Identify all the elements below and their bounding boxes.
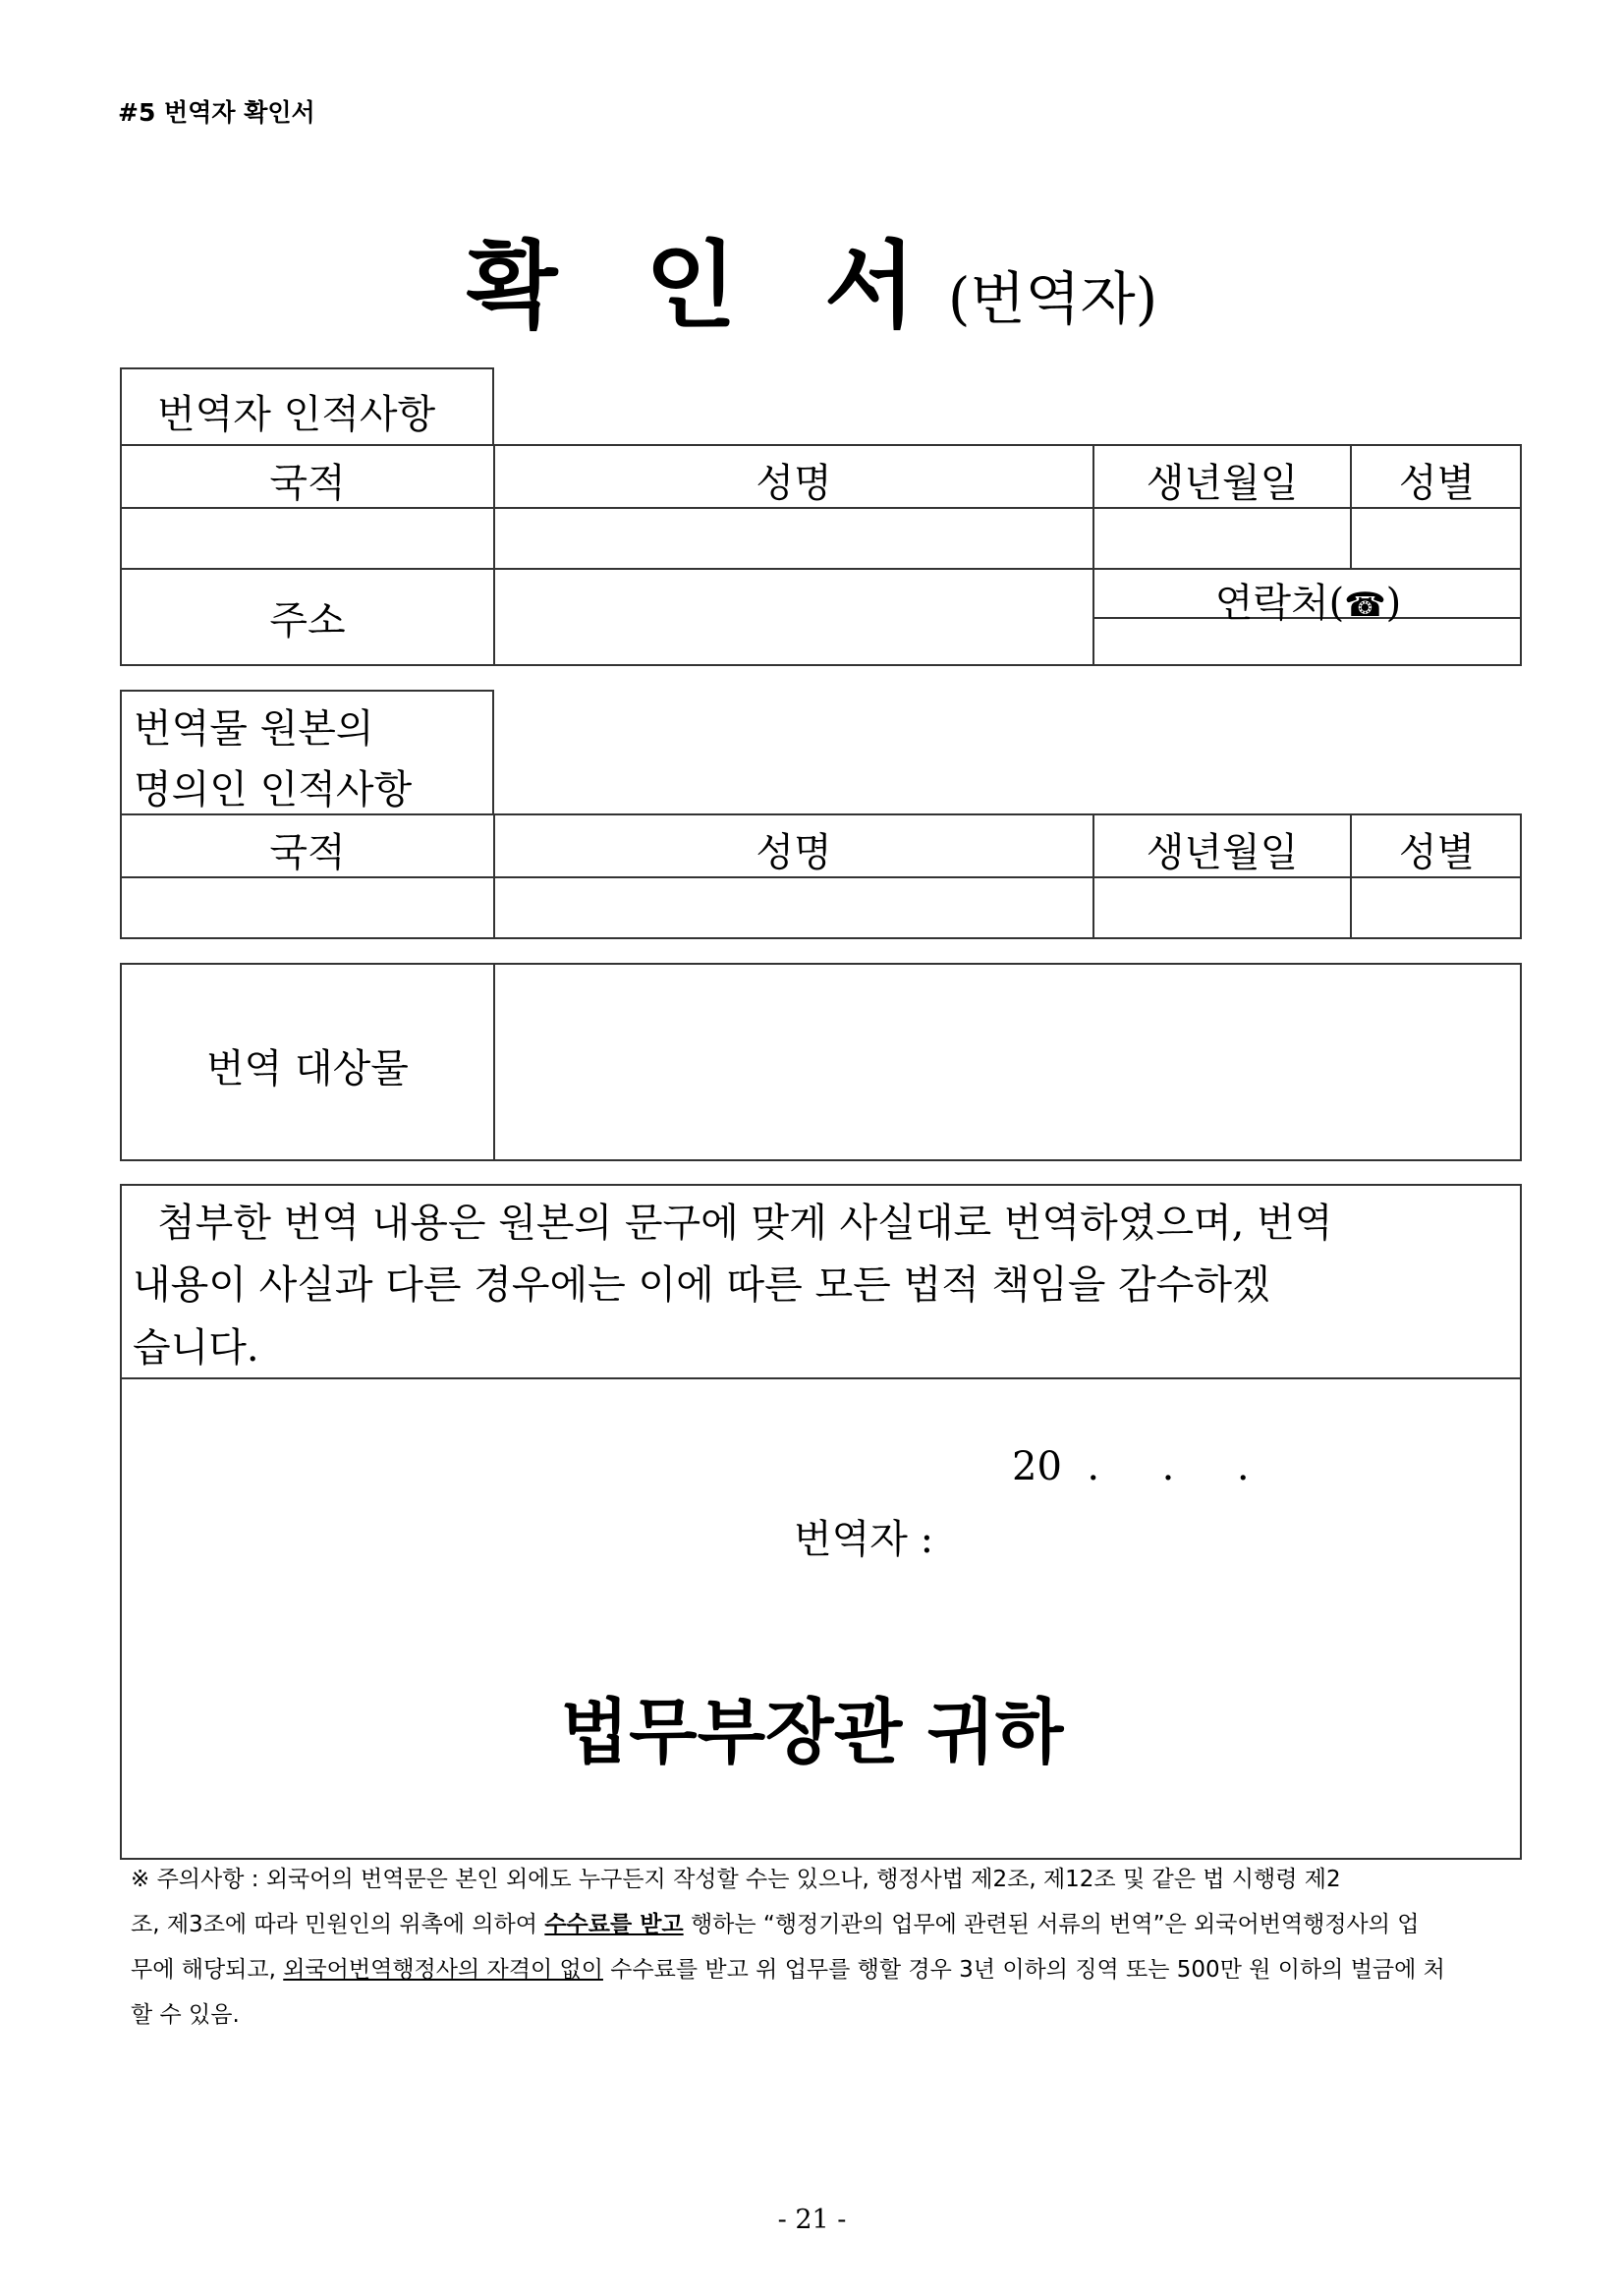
owner-heading-line2: 명의인 인적사항 — [134, 767, 413, 812]
telephone-icon: ☎ — [1344, 586, 1386, 625]
translator-col-name: 성명 — [756, 461, 832, 506]
address-field[interactable] — [495, 570, 1091, 664]
notice-line4: 할 수 있음. — [131, 2002, 240, 2028]
contact-label-group: 연락처(☎) — [1214, 581, 1402, 626]
notice-line3: 무에 해당되고, 외국어번역행정사의 자격이 없이 수수료를 받고 위 업무를 행할 경우 3년 이하의 징역 또는 500만 원 이하의 벌금에 처 — [131, 1957, 1445, 1983]
statement-line3: 습니다. — [133, 1325, 259, 1371]
notice-line2: 조, 제3조에 따라 민원인의 위촉에 의하여 수수료를 받고 행하는 “행정기관의 업무에 관련된 서류의 번역”은 외국어번역행정사의 업 — [131, 1912, 1420, 1937]
translator-col-birth: 생년월일 — [1146, 461, 1299, 506]
owner-col-sex: 성별 — [1398, 830, 1476, 875]
translator-col-sex: 성별 — [1398, 461, 1476, 506]
contact-label: 연락처 — [1214, 581, 1329, 626]
owner-birth-field[interactable] — [1094, 878, 1348, 937]
translator-heading: 번역자 인적사항 — [157, 392, 436, 437]
contact-field[interactable] — [1094, 619, 1520, 664]
address-label: 주소 — [269, 598, 346, 644]
target-field[interactable] — [495, 965, 1520, 1159]
translator-name-field[interactable] — [495, 509, 1091, 566]
notice-line1: ※ 주의사항 : 외국어의 번역문은 본인 외에도 누구든지 작성할 수는 있으나, 행정사법 제2조, 제12조 및 같은 법 시행령 제2 — [131, 1867, 1341, 1892]
notice-emphasis-qualification: 외국어번역행정사의 자격이 없이 — [283, 1957, 603, 1983]
page-title — [0, 211, 1624, 346]
owner-sex-field[interactable] — [1352, 878, 1520, 937]
statement-line1: 첨부한 번역 내용은 원본의 문구에 맞게 사실대로 번역하였으며, 번역 — [157, 1201, 1333, 1246]
owner-col-name: 성명 — [756, 830, 832, 875]
owner-col-nationality: 국적 — [269, 830, 346, 875]
page-number: - 21 - — [777, 2205, 847, 2235]
translator-sex-field[interactable] — [1352, 509, 1520, 566]
document-label: #5 번역자 확인서 — [118, 98, 315, 127]
owner-name-field[interactable] — [495, 878, 1091, 937]
translator-birth-field[interactable] — [1094, 509, 1348, 566]
addressee: 법무부장관 귀하 — [560, 1690, 1064, 1773]
owner-heading-line1: 번역물 원본의 — [134, 706, 374, 752]
signature-date: 20 . . . — [1012, 1444, 1250, 1489]
owner-nationality-field[interactable] — [122, 878, 491, 937]
translator-nationality-field[interactable] — [122, 509, 491, 566]
translator-signature-label: 번역자 : — [794, 1517, 934, 1562]
title-sub: (번역자) — [947, 265, 1158, 332]
title-main: 확 인 서 — [466, 230, 943, 341]
target-label: 번역 대상물 — [206, 1046, 409, 1092]
translator-col-nationality: 국적 — [269, 461, 346, 506]
statement-line2: 내용이 사실과 다른 경우에는 이에 따른 모든 법적 책임을 감수하겠 — [133, 1262, 1270, 1308]
translator-signature-field[interactable] — [963, 1501, 1474, 1556]
owner-col-birth: 생년월일 — [1146, 830, 1299, 875]
notice-emphasis-fee: 수수료를 받고 — [544, 1912, 684, 1937]
